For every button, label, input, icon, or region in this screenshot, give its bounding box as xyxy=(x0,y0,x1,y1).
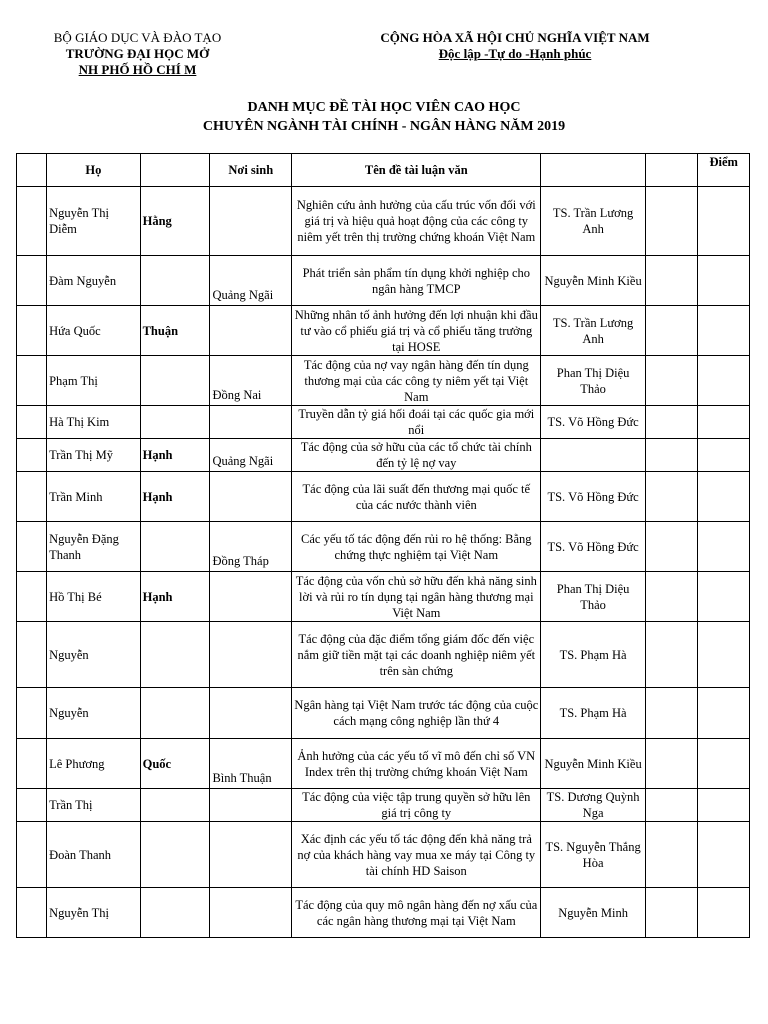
row-blank-2 xyxy=(645,688,698,739)
country-name: CỘNG HÒA XÃ HỘI CHỦ NGHĨA VIỆT NAM xyxy=(380,30,650,45)
score-cell xyxy=(698,888,750,938)
row-blank-2 xyxy=(645,356,698,406)
student-ho: Trần Minh xyxy=(47,472,141,522)
table-row xyxy=(17,688,750,739)
thesis-title: Truyền dẫn tỷ giá hối đoái tại các quốc gia mới nổi xyxy=(292,406,541,439)
header-diem: Điểm xyxy=(698,154,750,187)
student-ho: Phạm Thị xyxy=(47,356,141,406)
document-title: DANH MỤC ĐỀ TÀI HỌC VIÊN CAO HỌC xyxy=(247,100,521,115)
thesis-title: Tác động của quy mô ngân hàng đến nợ xấu của các ngân hàng thương mại tại Việt Nam xyxy=(292,888,541,938)
student-ho: Hà Thị Kim xyxy=(47,406,141,439)
row-blank-2 xyxy=(645,572,698,622)
row-blank-2 xyxy=(645,306,698,356)
table-row xyxy=(17,789,750,822)
header-ten xyxy=(140,154,210,187)
row-blank-2 xyxy=(645,888,698,938)
student-ho: Nguyễn Thị xyxy=(47,888,141,938)
table-row xyxy=(17,439,750,472)
row-blank-2 xyxy=(645,187,698,256)
table-row xyxy=(17,256,750,306)
national-header xyxy=(345,30,685,62)
student-noi-sinh: Quảng Ngãi xyxy=(210,439,292,472)
student-ho: Hứa Quốc xyxy=(47,306,141,356)
student-ho: Trần Thị xyxy=(47,789,141,822)
score-cell xyxy=(698,688,750,739)
table-row xyxy=(17,572,750,622)
row-blank xyxy=(17,356,47,406)
row-blank-2 xyxy=(645,439,698,472)
ministry-name: BỘ GIÁO DỤC VÀ ĐÀO TẠO xyxy=(53,30,222,45)
table-row xyxy=(17,187,750,256)
table-header-row xyxy=(17,154,750,187)
student-ten xyxy=(140,822,210,888)
score-cell xyxy=(698,522,750,572)
row-blank xyxy=(17,472,47,522)
score-cell xyxy=(698,256,750,306)
supervisor: Nguyễn Minh Kiều xyxy=(541,256,645,306)
row-blank-2 xyxy=(645,739,698,789)
student-noi-sinh xyxy=(210,472,292,522)
row-blank xyxy=(17,522,47,572)
row-blank xyxy=(17,789,47,822)
thesis-title: Xác định các yếu tố tác động đến khả năng trả nợ của khách hàng vay mua xe máy tại Công ty tài chính HD Saison xyxy=(292,822,541,888)
student-noi-sinh: Đồng Tháp xyxy=(210,522,292,572)
table-row xyxy=(17,356,750,406)
student-noi-sinh xyxy=(210,406,292,439)
row-blank-2 xyxy=(645,822,698,888)
supervisor: TS. Võ Hồng Đức xyxy=(541,522,645,572)
row-blank xyxy=(17,622,47,688)
score-cell xyxy=(698,789,750,822)
student-ho: Đàm Nguyễn xyxy=(47,256,141,306)
header-noi-sinh: Nơi sinh xyxy=(210,154,292,187)
supervisor: TS. Trần Lương Anh xyxy=(541,187,645,256)
row-blank xyxy=(17,406,47,439)
university-name: TRƯỜNG ĐẠI HỌC MỞ xyxy=(65,46,210,61)
table-row xyxy=(17,306,750,356)
supervisor: TS. Nguyễn Thắng Hòa xyxy=(541,822,645,888)
student-ten xyxy=(140,256,210,306)
thesis-title: Tác động của lãi suất đến thương mại quốc tế của các nước thành viên xyxy=(292,472,541,522)
supervisor: TS. Phạm Hà xyxy=(541,688,645,739)
table-row xyxy=(17,406,750,439)
supervisor: Nguyễn Minh Kiều xyxy=(541,739,645,789)
thesis-title: Những nhân tố ảnh hưởng đến lợi nhuận khi đầu tư vào cổ phiếu giá trị và cổ phiếu tăng trưởng tại HOSE xyxy=(292,306,541,356)
student-ho: Nguyễn xyxy=(47,688,141,739)
supervisor: TS. Võ Hồng Đức xyxy=(541,472,645,522)
thesis-title: Nghiên cứu ảnh hưởng của cấu trúc vốn đối với giá trị và hiệu quả hoạt động của các công ty niêm yết trên thị trường chứng khoán Việt Nam xyxy=(292,187,541,256)
student-noi-sinh: Đồng Nai xyxy=(210,356,292,406)
header-blank-2 xyxy=(645,154,698,187)
header-gvhd xyxy=(541,154,645,187)
student-ten xyxy=(140,406,210,439)
score-cell xyxy=(698,472,750,522)
student-noi-sinh: Quảng Ngãi xyxy=(210,256,292,306)
student-noi-sinh xyxy=(210,822,292,888)
student-noi-sinh xyxy=(210,572,292,622)
table-row xyxy=(17,739,750,789)
supervisor: Phan Thị Diệu Thảo xyxy=(541,572,645,622)
student-ho: Nguyễn Thị Diễm xyxy=(47,187,141,256)
student-noi-sinh xyxy=(210,187,292,256)
student-ten xyxy=(140,622,210,688)
table-row xyxy=(17,472,750,522)
header-ho: Họ xyxy=(47,154,141,187)
student-noi-sinh xyxy=(210,888,292,938)
student-noi-sinh xyxy=(210,306,292,356)
student-ten xyxy=(140,522,210,572)
student-ho: Hồ Thị Bé xyxy=(47,572,141,622)
student-ten: Thuận xyxy=(140,306,210,356)
row-blank-2 xyxy=(645,622,698,688)
thesis-title: Các yếu tố tác động đến rủi ro hệ thống: Bằng chứng thực nghiệm tại Việt Nam xyxy=(292,522,541,572)
supervisor xyxy=(541,439,645,472)
thesis-title: Tác động của việc tập trung quyền sở hữu lên giá trị công ty xyxy=(292,789,541,822)
row-blank xyxy=(17,572,47,622)
row-blank xyxy=(17,439,47,472)
row-blank-2 xyxy=(645,406,698,439)
supervisor: Phan Thị Diệu Thảo xyxy=(541,356,645,406)
student-ten: Hạnh xyxy=(140,439,210,472)
table-row xyxy=(17,888,750,938)
student-ho: Trần Thị Mỹ xyxy=(47,439,141,472)
student-ten: Hạnh xyxy=(140,572,210,622)
row-blank-2 xyxy=(645,789,698,822)
supervisor: TS. Võ Hồng Đức xyxy=(541,406,645,439)
row-blank xyxy=(17,187,47,256)
thesis-topics-table xyxy=(16,153,750,938)
score-cell xyxy=(698,306,750,356)
issuer-header xyxy=(20,30,255,78)
student-ten: Quốc xyxy=(140,739,210,789)
thesis-title: Tác động của sở hữu của các tổ chức tài chính đến tỷ lệ nợ vay xyxy=(292,439,541,472)
row-blank xyxy=(17,822,47,888)
thesis-title: Tác động của đặc điểm tổng giám đốc đến việc nắm giữ tiền mặt tại các doanh nghiệp niêm yết trên sàn chứng xyxy=(292,622,541,688)
student-noi-sinh xyxy=(210,789,292,822)
student-ho: Lê Phương xyxy=(47,739,141,789)
student-ten: Hằng xyxy=(140,187,210,256)
score-cell xyxy=(698,622,750,688)
row-blank xyxy=(17,688,47,739)
row-blank-2 xyxy=(645,472,698,522)
score-cell xyxy=(698,406,750,439)
thesis-title: Ngân hàng tại Việt Nam trước tác động của cuộc cách mạng công nghiệp lần thứ 4 xyxy=(292,688,541,739)
score-cell xyxy=(698,572,750,622)
student-ten xyxy=(140,888,210,938)
student-ten xyxy=(140,789,210,822)
national-motto: Độc lập -Tự do -Hạnh phúc xyxy=(438,46,592,61)
score-cell xyxy=(698,187,750,256)
table-row xyxy=(17,522,750,572)
table-row xyxy=(17,822,750,888)
thesis-title: Tác động của nợ vay ngân hàng đến tín dụng thương mại của các công ty niêm yết tại Việt Nam xyxy=(292,356,541,406)
student-ten xyxy=(140,356,210,406)
supervisor: TS. Dương Quỳnh Nga xyxy=(541,789,645,822)
row-blank xyxy=(17,739,47,789)
header-ten-de-tai: Tên đề tài luận văn xyxy=(292,154,541,187)
city-name: NH PHỐ HỒ CHÍ M xyxy=(78,62,197,77)
supervisor: Nguyễn Minh xyxy=(541,888,645,938)
supervisor: TS. Phạm Hà xyxy=(541,622,645,688)
student-ho: Nguyễn Đặng Thanh xyxy=(47,522,141,572)
student-noi-sinh: Bình Thuận xyxy=(210,739,292,789)
thesis-title: Ảnh hưởng của các yếu tố vĩ mô đến chỉ số VN Index trên thị trường chứng khoán Việt Nam xyxy=(292,739,541,789)
row-blank xyxy=(17,306,47,356)
row-blank-2 xyxy=(645,522,698,572)
row-blank xyxy=(17,888,47,938)
supervisor: TS. Trần Lương Anh xyxy=(541,306,645,356)
score-cell xyxy=(698,356,750,406)
row-blank-2 xyxy=(645,256,698,306)
student-ten xyxy=(140,688,210,739)
thesis-title: Phát triển sản phẩm tín dụng khởi nghiệp cho ngân hàng TMCP xyxy=(292,256,541,306)
score-cell xyxy=(698,822,750,888)
score-cell xyxy=(698,439,750,472)
header-blank xyxy=(17,154,47,187)
student-ho: Nguyễn xyxy=(47,622,141,688)
student-noi-sinh xyxy=(210,688,292,739)
student-noi-sinh xyxy=(210,622,292,688)
document-subtitle: CHUYÊN NGÀNH TÀI CHÍNH - NGÂN HÀNG NĂM 2019 xyxy=(202,119,566,134)
student-ten: Hạnh xyxy=(140,472,210,522)
score-cell xyxy=(698,739,750,789)
thesis-title: Tác động của vốn chủ sở hữu đến khả năng sinh lời và rủi ro tín dụng tại ngân hàng thương mại Việt Nam xyxy=(292,572,541,622)
table-row xyxy=(17,622,750,688)
row-blank xyxy=(17,256,47,306)
student-ho: Đoàn Thanh xyxy=(47,822,141,888)
